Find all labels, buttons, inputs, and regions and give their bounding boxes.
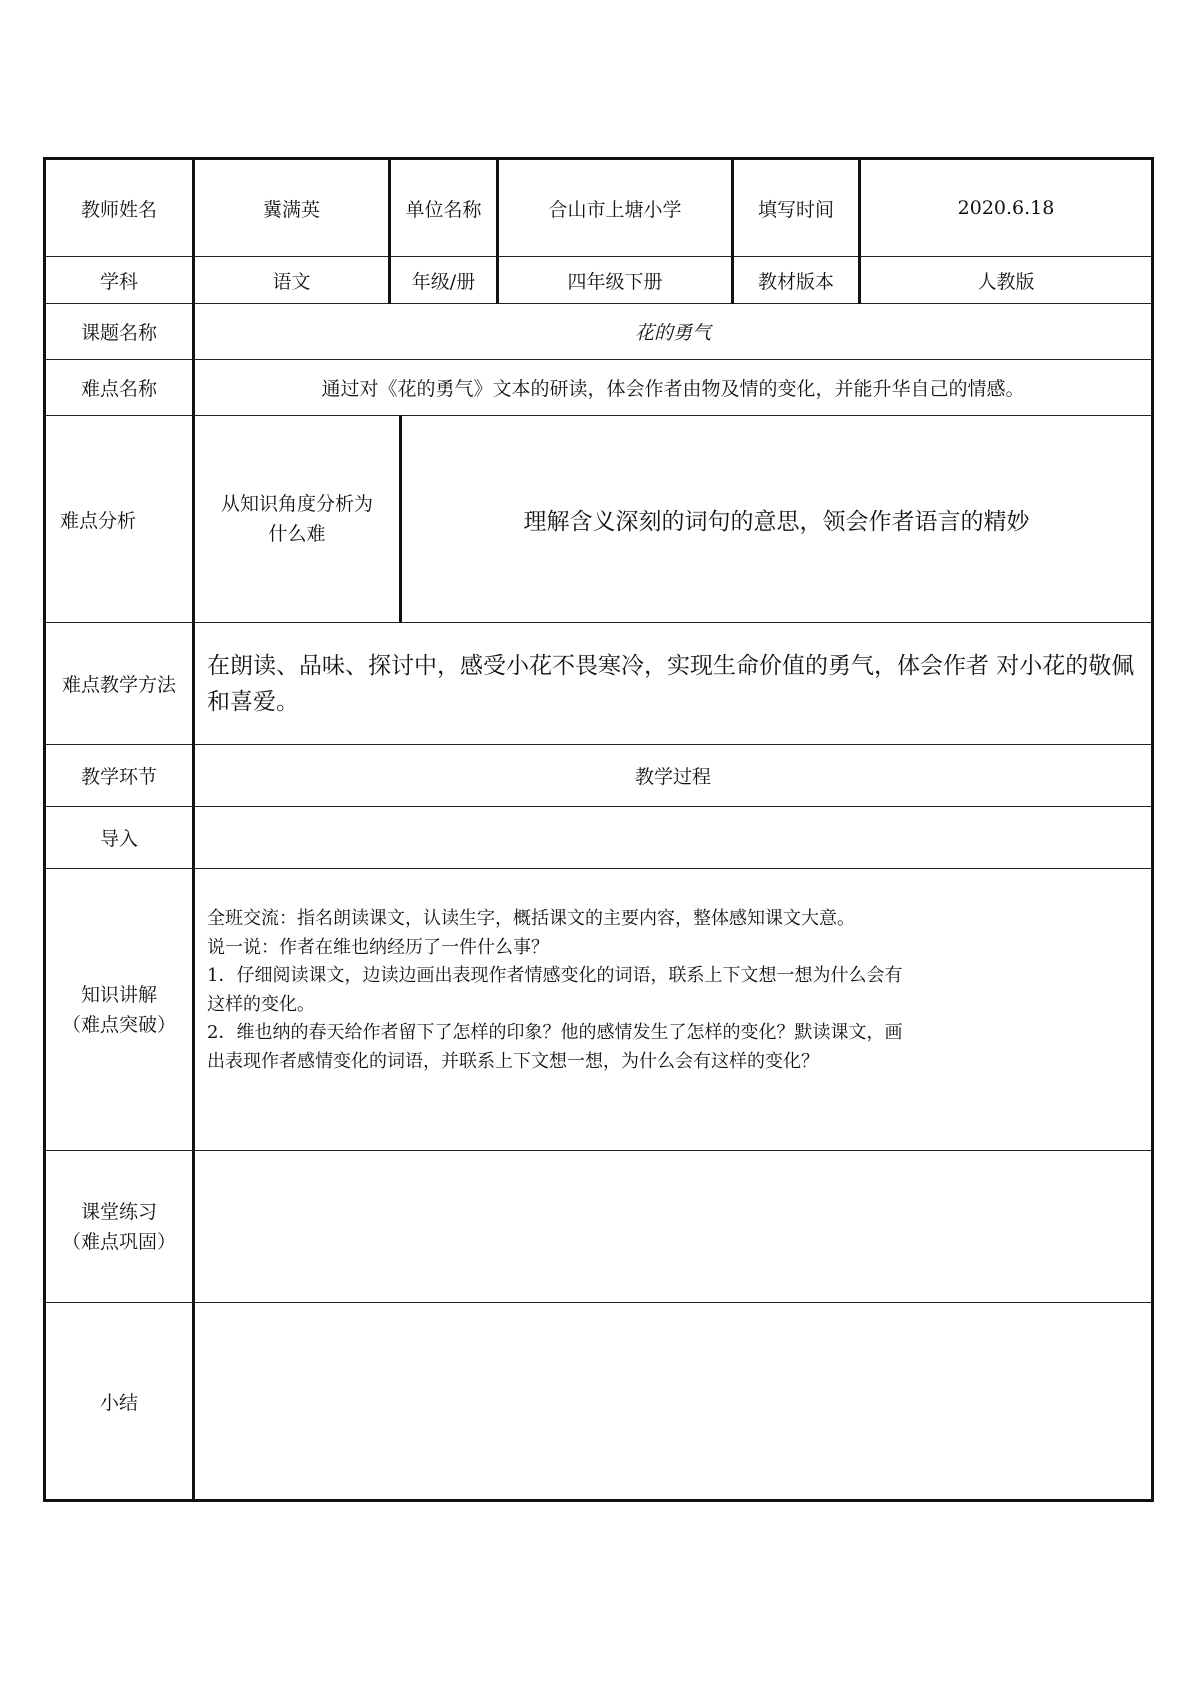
knowledge-line: 2．维也纳的春天给作者留下了怎样的印象？他的感情发生了怎样的变化？默读课文，画 — [207, 1022, 903, 1043]
subject-value: 语文 — [194, 257, 390, 304]
topic-row — [45, 304, 1153, 360]
edition-label: 教材版本 — [733, 257, 860, 304]
grade-label: 年级/册 — [390, 257, 498, 304]
knowledge-label-line1: 知识讲解 — [80, 983, 157, 1006]
method-row — [45, 623, 1153, 745]
knowledge-label — [45, 869, 194, 1151]
process-header-row — [45, 745, 1153, 807]
knowledge-content — [194, 869, 1153, 1151]
process-label: 教学过程 — [194, 745, 1153, 807]
knowledge-row — [45, 869, 1153, 1151]
analysis-angle-line2: 什么难 — [268, 523, 326, 545]
teacher-name-label: 教师姓名 — [45, 159, 194, 257]
topic-value: 花的勇气 — [194, 304, 1153, 360]
unit-name-value: 合山市上塘小学 — [498, 159, 733, 257]
fill-date-value: 2020.6.18 — [860, 159, 1153, 257]
fill-date-label: 填写时间 — [733, 159, 860, 257]
knowledge-line: 这样的变化。 — [207, 993, 315, 1015]
practice-label-line2: （难点巩固） — [61, 1230, 176, 1253]
difficulty-value: 通过对《花的勇气》文本的研读，体会作者由物及情的变化，并能升华自己的情感。 — [194, 360, 1153, 416]
method-label: 难点教学方法 — [45, 623, 194, 745]
intro-label: 导入 — [45, 807, 194, 869]
summary-value — [194, 1303, 1153, 1501]
teacher-info-row — [45, 159, 1153, 257]
unit-name-label: 单位名称 — [390, 159, 498, 257]
intro-value — [194, 807, 1153, 869]
lesson-plan-table — [43, 157, 1154, 1502]
practice-label-line1: 课堂练习 — [80, 1200, 157, 1223]
difficulty-label: 难点名称 — [45, 360, 194, 416]
subject-row — [45, 257, 1153, 304]
difficulty-row — [45, 360, 1153, 416]
analysis-angle — [194, 416, 401, 623]
analysis-label: 难点分析 — [45, 416, 194, 623]
grade-value: 四年级下册 — [498, 257, 733, 304]
method-value: 在朗读、品味、探讨中，感受小花不畏寒冷，实现生命价值的勇气，体会作者 对小花的敬佩和喜爱。 — [194, 623, 1153, 745]
teacher-name-value: 冀满英 — [194, 159, 390, 257]
knowledge-line: 1．仔细阅读课文，边读边画出表现作者情感变化的词语，联系上下文想一想为什么会有 — [207, 965, 903, 986]
summary-label: 小结 — [45, 1303, 194, 1501]
knowledge-line: 出表现作者感情变化的词语，并联系上下文想一想，为什么会有这样的变化？ — [207, 1050, 819, 1072]
practice-label — [45, 1151, 194, 1303]
analysis-row — [45, 416, 1153, 623]
practice-value — [194, 1151, 1153, 1303]
practice-row — [45, 1151, 1153, 1303]
knowledge-line: 全班交流：指名朗读课文，认读生字，概括课文的主要内容，整体感知课文大意。 — [207, 908, 855, 929]
knowledge-line: 说一说：作者在维也纳经历了一件什么事？ — [207, 936, 549, 958]
analysis-angle-line1: 从知识角度分析为 — [220, 493, 373, 515]
summary-row — [45, 1303, 1153, 1501]
knowledge-label-line2: （难点突破） — [61, 1013, 176, 1036]
intro-row — [45, 807, 1153, 869]
analysis-value: 理解含义深刻的词句的意思，领会作者语言的精妙 — [401, 416, 1153, 623]
topic-label: 课题名称 — [45, 304, 194, 360]
edition-value: 人教版 — [860, 257, 1153, 304]
subject-label: 学科 — [45, 257, 194, 304]
process-stage-label: 教学环节 — [45, 745, 194, 807]
